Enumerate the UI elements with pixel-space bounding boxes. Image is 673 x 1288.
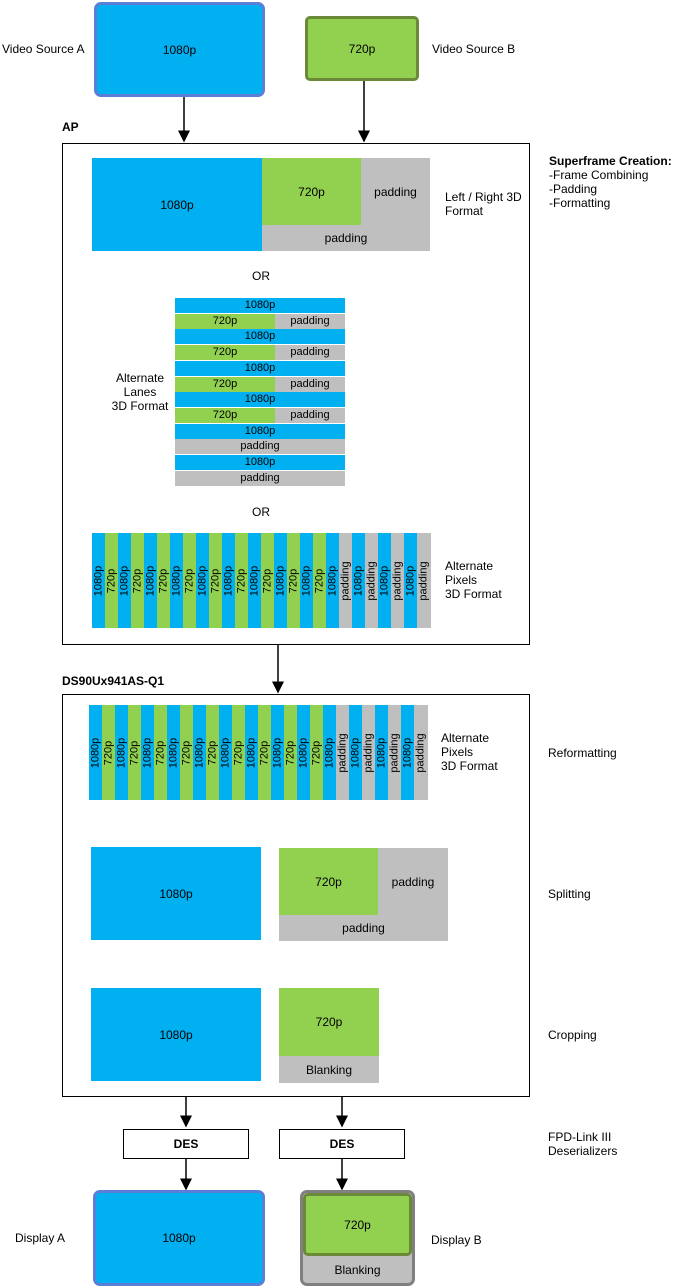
ap-pixel-column xyxy=(313,533,327,628)
ap-pixel-column xyxy=(391,533,405,628)
ap-pixel-column-label: 720p xyxy=(183,568,196,593)
crop-1080p-block xyxy=(91,988,261,1081)
display-a-resolution: 1080p xyxy=(162,1231,196,1245)
alternate-lanes-label-line1: Alternate xyxy=(115,371,165,385)
split-1080p-block xyxy=(91,847,261,940)
lane-padding-segment: padding xyxy=(275,314,345,329)
ap-pixel-column-label: padding xyxy=(391,560,404,601)
display-b-720p-region xyxy=(303,1193,412,1256)
video-source-a-label: Video Source A xyxy=(2,42,85,56)
video-source-a-resolution: 1080p xyxy=(162,42,197,57)
lane-padding: padding xyxy=(175,471,345,486)
ds-pixel-column-label: padding xyxy=(336,732,349,773)
split-padding-right-text: padding xyxy=(391,874,435,889)
ds-pixel-column xyxy=(375,705,389,800)
ds-pixel-column xyxy=(310,705,324,800)
ap-pixel-column-label: padding xyxy=(417,560,430,601)
ds-pixel-column-label: 1080p xyxy=(271,737,284,768)
ds-pixel-column xyxy=(141,705,155,800)
ds-pixel-column xyxy=(219,705,233,800)
split-padding-bottom-text: padding xyxy=(342,921,385,935)
ds-pixel-column xyxy=(362,705,376,800)
ap-pixel-column xyxy=(209,533,223,628)
ap-pixel-column xyxy=(144,533,158,628)
or-separator-2: OR xyxy=(252,505,270,519)
ds-pixel-column xyxy=(271,705,285,800)
ds-pixel-column-label: 720p xyxy=(258,740,271,765)
ds-pixel-column-label: 1080p xyxy=(297,737,310,768)
ds-pixel-column-label: 720p xyxy=(206,740,219,765)
display-b-resolution: 720p xyxy=(344,1217,371,1232)
ap-pixel-column-label: 720p xyxy=(235,568,248,593)
ds-pixel-column xyxy=(206,705,220,800)
ap-pixel-column xyxy=(417,533,431,628)
ds-pixel-column xyxy=(180,705,194,800)
ds-pixel-column xyxy=(297,705,311,800)
superframe-notes xyxy=(549,154,672,210)
crop-blanking-text: Blanking xyxy=(305,1062,353,1077)
ap-pixel-column-label: 1080p xyxy=(326,565,339,596)
ds-pixel-column-label: 1080p xyxy=(375,737,388,768)
display-b-label: Display B xyxy=(431,1233,482,1247)
alternate-pixels-ap-line1: Alternate xyxy=(445,559,494,573)
alternate-pixels-label-ds xyxy=(441,731,498,773)
ap-pixel-column-label: 1080p xyxy=(118,565,131,596)
display-b-block xyxy=(300,1190,415,1286)
lr-format-label xyxy=(445,190,522,218)
ds-pixel-column xyxy=(323,705,337,800)
ap-pixel-column xyxy=(118,533,132,628)
ds-pixel-column-label: 720p xyxy=(310,740,323,765)
lr-padding-bottom-text: padding xyxy=(324,231,368,245)
ds-pixel-column xyxy=(167,705,181,800)
crop-720p-text: 720p xyxy=(315,1015,343,1029)
ap-pixel-column-label: padding xyxy=(339,560,352,601)
ap-pixel-column-label: 720p xyxy=(261,568,274,593)
ds-pixel-column-label: 1080p xyxy=(219,737,232,768)
lane-1080p: 1080p xyxy=(175,455,345,470)
ap-pixel-column-label: 1080p xyxy=(300,565,313,596)
display-b-blanking-text: Blanking xyxy=(334,1262,381,1277)
ap-pixel-column xyxy=(339,533,353,628)
alternate-pixels-block-ds xyxy=(89,705,427,800)
ds-pixel-column xyxy=(349,705,363,800)
ds-pixel-column-label: 1080p xyxy=(141,737,154,768)
ap-pixel-column xyxy=(222,533,236,628)
crop-blanking-region xyxy=(279,1056,379,1083)
ds-pixel-column xyxy=(193,705,207,800)
split-padding-right xyxy=(378,848,448,915)
split-padding-bottom xyxy=(279,915,448,941)
ap-pixel-column xyxy=(261,533,275,628)
ap-pixel-column-label: 1080p xyxy=(222,565,235,596)
ap-pixel-column xyxy=(365,533,379,628)
ds-pixel-column-label: 720p xyxy=(180,740,193,765)
lane-1080p: 1080p xyxy=(175,298,345,313)
cropping-label: Cropping xyxy=(548,1028,597,1042)
ds-pixel-column-label: 1080p xyxy=(193,737,206,768)
ap-pixel-column xyxy=(157,533,171,628)
split-1080p-text: 1080p xyxy=(159,886,193,901)
ap-pixel-column xyxy=(183,533,197,628)
ap-pixel-column-label: 720p xyxy=(105,568,118,593)
ds-pixel-column xyxy=(245,705,259,800)
alternate-lanes-label-line2: Lanes xyxy=(123,385,157,399)
lane-1080p: 1080p xyxy=(175,424,345,439)
ap-pixel-column xyxy=(170,533,184,628)
crop-720p-region xyxy=(279,988,379,1056)
des-left-text: DES xyxy=(173,1137,199,1151)
lr-format-label-line2: Format xyxy=(445,204,484,218)
lr-1080p-region xyxy=(92,158,262,251)
ds-pixel-column-label: 720p xyxy=(284,740,297,765)
video-source-b-block xyxy=(305,16,419,81)
lane-1080p: 1080p xyxy=(175,329,345,344)
display-a-label: Display A xyxy=(15,1231,66,1245)
reformatting-label: Reformatting xyxy=(548,746,617,760)
video-source-a-block xyxy=(94,2,265,97)
ap-pixel-column xyxy=(274,533,288,628)
lr-720p-text: 720p xyxy=(298,184,325,199)
ds-pixel-column xyxy=(154,705,168,800)
ds-pixel-column-label: 720p xyxy=(232,740,245,765)
alternate-pixels-ds-line2: Pixels xyxy=(441,745,474,759)
alternate-pixels-ds-line1: Alternate xyxy=(441,731,490,745)
ap-pixel-column xyxy=(248,533,262,628)
alternate-pixels-ap-line3: 3D Format xyxy=(445,587,502,601)
alternate-pixels-block-ap xyxy=(92,533,430,628)
split-720p-region xyxy=(279,848,378,915)
des-right-text: DES xyxy=(329,1137,355,1151)
ds-pixel-column xyxy=(388,705,402,800)
display-b-blanking-region xyxy=(303,1256,412,1283)
ap-pixel-column-label: 1080p xyxy=(378,565,391,596)
lane-padding: padding xyxy=(175,439,345,454)
ap-title: AP xyxy=(62,120,79,134)
video-source-b-label: Video Source B xyxy=(432,42,516,56)
superframe-item-padding: -Padding xyxy=(549,182,598,196)
superframe-item-combining: -Frame Combining xyxy=(549,168,649,182)
ds-pixel-column-label: padding xyxy=(362,732,375,773)
split-720p-text: 720p xyxy=(315,874,342,889)
ap-pixel-column-label: 720p xyxy=(287,568,300,593)
lane-720p-segment: 720p xyxy=(175,345,275,360)
ap-pixel-column-label: 1080p xyxy=(170,565,183,596)
ds-pixel-column xyxy=(115,705,129,800)
ap-pixel-column xyxy=(92,533,106,628)
ap-pixel-column-label: 720p xyxy=(209,568,222,593)
ap-pixel-column-label: 1080p xyxy=(352,565,365,596)
ap-pixel-column xyxy=(352,533,366,628)
alternate-lanes-block xyxy=(175,298,345,486)
ds-pixel-column-label: 1080p xyxy=(167,737,180,768)
superframe-heading: Superframe Creation: xyxy=(549,154,672,168)
ds-pixel-column-label: 1080p xyxy=(323,737,336,768)
alternate-lanes-label xyxy=(100,371,180,413)
ap-pixel-column xyxy=(131,533,145,628)
ap-pixel-column xyxy=(105,533,119,628)
ds-pixel-column-label: 1080p xyxy=(245,737,258,768)
superframe-item-formatting: -Formatting xyxy=(549,196,611,210)
ds-pixel-column-label: 1080p xyxy=(349,737,362,768)
ap-pixel-column xyxy=(326,533,340,628)
des-label-line2: Deserializers xyxy=(548,1144,618,1158)
ds-pixel-column-label: 720p xyxy=(154,740,167,765)
ds-pixel-column xyxy=(401,705,415,800)
ds-pixel-column xyxy=(102,705,116,800)
alternate-pixels-ds-line3: 3D Format xyxy=(441,759,498,773)
ap-pixel-column xyxy=(300,533,314,628)
lr-1080p-text: 1080p xyxy=(160,197,194,212)
des-box-left xyxy=(123,1129,249,1159)
alternate-lanes-label-line3: 3D Format xyxy=(111,399,169,413)
ds-pixel-column xyxy=(232,705,246,800)
ap-pixel-column-label: 1080p xyxy=(274,565,287,596)
lane-1080p: 1080p xyxy=(175,361,345,376)
ap-pixel-column xyxy=(196,533,210,628)
alternate-pixels-label-ap xyxy=(445,559,502,601)
lr-720p-region xyxy=(262,158,361,225)
ds-pixel-column xyxy=(336,705,350,800)
lane-1080p: 1080p xyxy=(175,392,345,407)
lane-720p-segment: 720p xyxy=(175,408,275,423)
ds-pixel-column-label: 1080p xyxy=(115,737,128,768)
des-label-line1: FPD-Link III xyxy=(548,1130,612,1144)
ap-pixel-column-label: 720p xyxy=(131,568,144,593)
ap-pixel-column-label: 1080p xyxy=(144,565,157,596)
display-a-block xyxy=(93,1190,265,1286)
ap-pixel-column-label: 1080p xyxy=(404,565,417,596)
ap-pixel-column-label: 720p xyxy=(157,568,170,593)
lane-padding-segment: padding xyxy=(275,345,345,360)
alternate-pixels-ap-line2: Pixels xyxy=(445,573,478,587)
ap-pixel-column xyxy=(378,533,392,628)
lr-padding-right xyxy=(361,158,430,225)
lane-720p-segment: 720p xyxy=(175,377,275,392)
video-source-b-resolution: 720p xyxy=(348,41,376,56)
ds-pixel-column xyxy=(258,705,272,800)
ds-pixel-column xyxy=(284,705,298,800)
ds-pixel-column-label: 720p xyxy=(102,740,115,765)
lane-720p-segment: 720p xyxy=(175,314,275,329)
lr-padding-bottom xyxy=(262,225,430,251)
splitting-label: Splitting xyxy=(548,887,591,901)
lr-format-label-line1: Left / Right 3D xyxy=(445,190,522,204)
ds-pixel-column-label: padding xyxy=(388,732,401,773)
ds-pixel-column xyxy=(414,705,428,800)
ap-pixel-column xyxy=(404,533,418,628)
des-label xyxy=(548,1130,617,1158)
ds-pixel-column-label: 720p xyxy=(128,740,141,765)
lane-padding-segment: padding xyxy=(275,408,345,423)
des-box-right xyxy=(279,1129,405,1159)
ap-pixel-column-label: 1080p xyxy=(196,565,209,596)
ap-pixel-column-label: 1080p xyxy=(92,565,105,596)
lr-padding-right-text: padding xyxy=(374,184,417,199)
ds-pixel-column-label: 1080p xyxy=(401,737,414,768)
ds-title: DS90Ux941AS-Q1 xyxy=(62,674,165,688)
ds-pixel-column-label: 1080p xyxy=(89,737,102,768)
ds-pixel-column xyxy=(89,705,103,800)
ap-pixel-column xyxy=(235,533,249,628)
or-separator-1: OR xyxy=(252,269,270,283)
crop-1080p-text: 1080p xyxy=(159,1027,193,1042)
ap-pixel-column-label: padding xyxy=(365,560,378,601)
ap-pixel-column xyxy=(287,533,301,628)
ds-pixel-column xyxy=(128,705,142,800)
ds-pixel-column-label: padding xyxy=(414,732,427,773)
lane-padding-segment: padding xyxy=(275,377,345,392)
ap-pixel-column-label: 1080p xyxy=(248,565,261,596)
ap-pixel-column-label: 720p xyxy=(313,568,326,593)
